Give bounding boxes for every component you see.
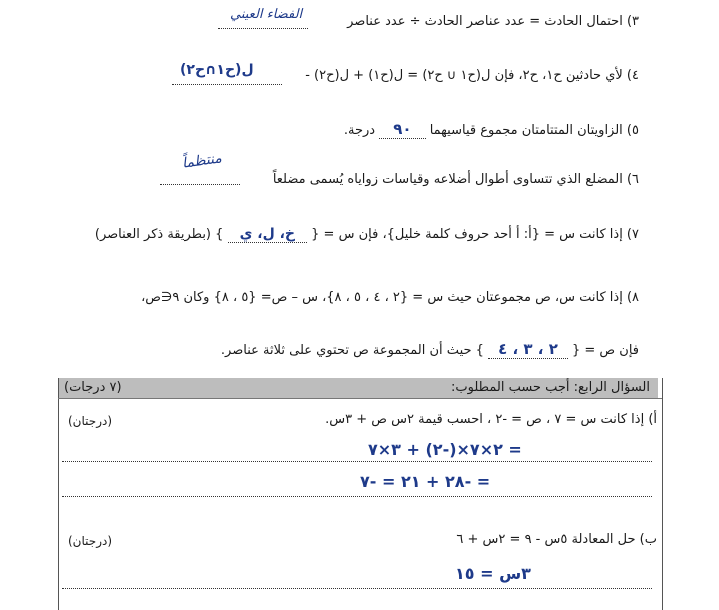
q4-text: ٤) لأي حادثين ح١، ح٢، فإن ل(ح١ ∪ ح٢) = ل(ح١) + ل(ح٢) - (305, 68, 639, 83)
section4-header (58, 378, 658, 398)
part-a-work-line2: = -٢٨ + ٢١ = -٧ (360, 472, 491, 491)
part-a-dotted-line1 (62, 461, 652, 462)
part-b-dotted-line1 (62, 588, 652, 589)
part-a-work-line1: = ٢×٧×(-٢) + ٣×٧ (368, 440, 522, 459)
q6-dotted-line (160, 184, 240, 185)
q8-text-line1: ٨) إذا كانت س، ص مجموعتان حيث س = {٢ ، ٤ ، ٥ ، ٨}، س – ص= {٥ ، ٨} وكان ٩∈ص، (141, 290, 639, 305)
q4-answer: ل(ح١∩ح٢) (180, 62, 254, 78)
part-b-label: ب) حل المعادلة ٥س - ٩ = ٢س + ٦ (456, 532, 657, 547)
q8-line2-after: } حيث أن المجموعة ص تحتوي على ثلاثة عناصر. (220, 343, 484, 358)
q3-dotted-line (218, 28, 308, 29)
part-b-work-line1: ٣س = ١٥ (455, 564, 531, 583)
q3-text: ٣) احتمال الحادث = عدد عناصر الحادث ÷ عدد عناصر (347, 14, 639, 29)
q5-text-before: ٥) الزاويتان المتتامتان مجموع قياسيهما (429, 123, 639, 138)
q7-text-after: } (بطريقة ذكر العناصر) (94, 227, 224, 242)
q6-answer: منتظماً (181, 150, 223, 172)
q8-line2 (221, 340, 639, 359)
q5-text-after: درجة. (343, 123, 376, 138)
q4-dotted-line (172, 84, 282, 85)
q7-answer: خ، ل، ي (228, 226, 307, 243)
part-a-dotted-line2 (62, 496, 652, 497)
section4-header-rule (58, 398, 662, 399)
q3-line (347, 14, 639, 29)
part-a-question (325, 412, 657, 427)
section4-grade: (٧ درجات) (64, 380, 122, 395)
q7-text-before: ٧) إذا كانت س = {أ: أ أحد حروف كلمة خليل}، فإن س = { (311, 227, 639, 242)
q3-answer: الفضاء العيني (230, 7, 303, 22)
section4-frame-right (662, 378, 663, 610)
q4-line (305, 68, 639, 83)
part-a-marks: (درجتان) (68, 414, 113, 428)
part-b-question (456, 532, 657, 547)
section4-frame-left (58, 378, 59, 610)
q8-answer: ٢ ، ٣ ، ٤ (488, 340, 568, 359)
q5-line (344, 120, 639, 139)
q7-line (95, 226, 639, 243)
part-b-marks: (درجتان) (68, 534, 113, 548)
part-a-label: أ) إذا كانت س = ٧ ، ص = -٢ ، احسب قيمة ٢س ص + ٣س. (325, 412, 657, 427)
q6-line (273, 172, 639, 187)
section4-title: السؤال الرابع: أجب حسب المطلوب: (451, 380, 650, 395)
q8-line2-before: فإن ص = { (572, 343, 639, 358)
q8-line1 (141, 290, 639, 305)
q5-answer: ٩٠ (379, 120, 425, 139)
q6-text: ٦) المضلع الذي تتساوى أطوال أضلاعه وقياسات زواياه يُسمى مضلعاً (272, 172, 639, 187)
